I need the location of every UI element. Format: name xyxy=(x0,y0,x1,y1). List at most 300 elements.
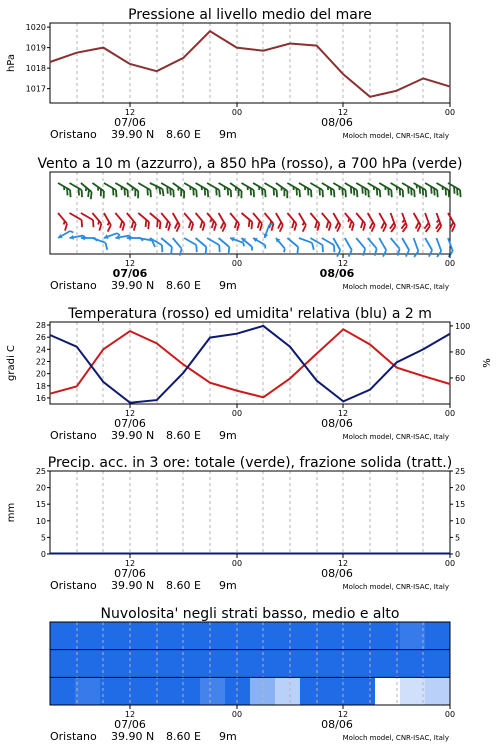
wind-barb-0 xyxy=(227,183,245,198)
humidity-series-point xyxy=(129,402,130,403)
humidity-series-point xyxy=(103,381,104,382)
barb-staff xyxy=(219,213,226,225)
model-credit: Moloch model, CNR-ISAC, Italy xyxy=(342,433,449,441)
y-axis-label: mm xyxy=(6,502,17,523)
y-tick-label: 24 xyxy=(35,345,46,355)
barb-staff xyxy=(379,238,386,250)
cloud-cell-alto xyxy=(325,622,351,650)
y-tick-label: 20 xyxy=(35,483,46,493)
barb-feather xyxy=(335,250,342,256)
pressure-series xyxy=(50,31,450,97)
temperature-series-point xyxy=(396,367,397,368)
barb-staff xyxy=(276,213,283,225)
temperature-series-point xyxy=(316,353,317,354)
x-tick-label: 00 xyxy=(444,108,456,117)
cloud-cell-basso xyxy=(275,677,301,705)
humidity-series-point xyxy=(209,337,210,338)
cloud-cell-basso xyxy=(325,677,351,705)
barb-staff xyxy=(356,213,365,224)
barb-staff xyxy=(219,238,230,247)
y-tick-label: 1019 xyxy=(25,43,46,53)
temperature-series-point xyxy=(423,375,424,376)
y-axis-label: gradi C xyxy=(6,345,17,381)
temperature-series-point xyxy=(369,344,370,345)
cloud-cell-medio xyxy=(75,650,101,678)
chart-title: Precip. acc. in 3 ore: totale (verde), frazione solida (tratt.) xyxy=(47,455,453,471)
temperature-series-point xyxy=(76,386,77,387)
barb-feather xyxy=(427,250,434,256)
location-elev: 9m xyxy=(219,730,237,743)
barb-staff xyxy=(115,213,124,224)
barb-staff xyxy=(368,213,375,225)
pressure-series-point xyxy=(156,71,157,72)
y-tick-label: 0 xyxy=(455,550,461,559)
barb-feather xyxy=(193,245,199,252)
date-label: 07/06 xyxy=(114,417,146,430)
cloud-cell-alto xyxy=(50,622,76,650)
barb-staff xyxy=(138,183,150,190)
cloud-cell-basso xyxy=(100,677,126,705)
pressure-series-point xyxy=(49,61,50,62)
barb-staff xyxy=(207,213,216,224)
y-tick-label: 1017 xyxy=(25,84,46,94)
cloud-cell-basso xyxy=(350,677,376,705)
wind-barb-0 xyxy=(123,183,141,198)
wind-barb-1 xyxy=(180,213,196,231)
wind-barb-0 xyxy=(272,183,290,198)
cloud-cell-medio xyxy=(175,650,201,678)
pressure-series-point xyxy=(423,78,424,79)
x-tick-label: 12 xyxy=(337,710,349,719)
x-tick-label: 12 xyxy=(124,409,136,418)
wind-barb-1 xyxy=(385,213,397,232)
location-lon: 8.60 E xyxy=(166,730,201,743)
pressure-series-point xyxy=(343,74,344,75)
model-credit: Moloch model, CNR-ISAC, Italy xyxy=(342,734,449,742)
pressure-series-point xyxy=(76,52,77,53)
wind-barb-1 xyxy=(134,213,152,229)
y-tick-label: 15 xyxy=(35,500,46,510)
temperature-series-point xyxy=(209,382,210,383)
barb-staff xyxy=(310,213,319,224)
barb-staff xyxy=(356,238,365,249)
cloud-cell-alto xyxy=(100,622,126,650)
pressure-series-point xyxy=(369,96,370,97)
humidity-series-point xyxy=(343,401,344,402)
humidity-series-point xyxy=(183,372,184,373)
pressure-series-point xyxy=(396,90,397,91)
cloud-cell-medio xyxy=(150,650,176,678)
humidity-series-point xyxy=(49,334,50,335)
barb-staff xyxy=(70,183,82,190)
humidity-series-point xyxy=(369,389,370,390)
wind-barb-2 xyxy=(284,238,302,254)
barb-staff xyxy=(242,213,253,222)
x-tick-label: 00 xyxy=(231,259,243,268)
wind-barb-1 xyxy=(88,213,104,231)
wind-barb-1 xyxy=(374,213,388,232)
barb-feather xyxy=(347,250,354,256)
cloud-cell-medio xyxy=(300,650,326,678)
barb-staff xyxy=(322,213,331,224)
wind-barb-2 xyxy=(192,238,210,254)
location-name: Oristano xyxy=(50,429,97,442)
location-name: Oristano xyxy=(50,730,97,743)
wind-barb-2 xyxy=(90,238,109,250)
humidity-series-point xyxy=(396,362,397,363)
wind-barb-2 xyxy=(252,236,269,249)
barb-half-feather xyxy=(250,247,253,251)
barb-feather xyxy=(202,247,209,254)
location-name: Oristano xyxy=(50,279,97,292)
barb-staff xyxy=(414,213,421,225)
humidity-series-point xyxy=(263,325,264,326)
cloud-cell-medio xyxy=(425,650,451,678)
cloud-cell-medio xyxy=(50,650,76,678)
pressure-series-point xyxy=(183,57,184,58)
barb-staff xyxy=(138,213,149,222)
barb-staff xyxy=(414,238,419,251)
barb-staff xyxy=(448,213,455,225)
cloud-cell-basso xyxy=(175,677,201,705)
location-lat: 39.90 N xyxy=(111,730,155,743)
barb-staff xyxy=(127,213,136,224)
date-label: 07/06 xyxy=(114,718,146,731)
barb-feather xyxy=(106,225,113,231)
pressure-series-point xyxy=(449,86,450,87)
barb-feather xyxy=(216,245,222,252)
humidity-series-point xyxy=(316,380,317,381)
barb-staff xyxy=(184,238,196,245)
x-tick-label: 00 xyxy=(444,259,456,268)
barb-half-feather xyxy=(264,245,267,249)
wind-barb-2 xyxy=(262,222,273,239)
x-tick-label: 12 xyxy=(337,108,349,117)
barb-staff xyxy=(184,213,193,224)
x-tick-label: 00 xyxy=(444,559,456,568)
wind-barb-0 xyxy=(77,183,95,199)
barb-feather xyxy=(404,250,411,256)
cloud-cell-alto xyxy=(425,622,451,650)
x-tick-label: 12 xyxy=(337,259,349,268)
wind-barb-0 xyxy=(158,183,177,197)
y-tick-label: 18 xyxy=(35,381,46,391)
temperature-series-point xyxy=(129,331,130,332)
cloud-cell-basso xyxy=(75,677,101,705)
y-tick-label: 80 xyxy=(455,347,466,357)
x-tick-label: 00 xyxy=(444,409,456,418)
date-label: 07/06 xyxy=(114,567,146,580)
date-label: 08/06 xyxy=(321,718,353,731)
cloud-cell-basso xyxy=(300,677,326,705)
barb-feather xyxy=(168,247,175,254)
wind-barb-1 xyxy=(431,213,443,232)
x-tick-label: 12 xyxy=(337,559,349,568)
wind-barb-1 xyxy=(408,213,422,232)
x-tick-label: 12 xyxy=(124,259,136,268)
barb-staff xyxy=(287,238,298,247)
barb-feather xyxy=(361,249,368,256)
humidity-series-point xyxy=(236,333,237,334)
barb-staff xyxy=(207,238,219,245)
x-tick-label: 12 xyxy=(337,409,349,418)
barb-staff xyxy=(70,213,82,220)
wind-barb-2 xyxy=(386,238,402,256)
barb-staff xyxy=(253,213,262,224)
y-tick-label: 0 xyxy=(40,550,46,559)
chart-title: Vento a 10 m (azzurro), a 850 hPa (rosso), a 700 hPa (verde) xyxy=(37,156,463,172)
plot-frame xyxy=(50,23,450,103)
cloud-cell-alto xyxy=(150,622,176,650)
temperature-series-point xyxy=(49,393,50,394)
chart-title: Nuvolosita' negli strati basso, medio e alto xyxy=(100,606,400,622)
cloud-cell-medio xyxy=(125,650,151,678)
humidity-series-point xyxy=(156,399,157,400)
humidity-series-point xyxy=(423,349,424,350)
cloud-cell-medio xyxy=(325,650,351,678)
y-tick-label: 22 xyxy=(35,357,46,367)
cloud-cell-medio xyxy=(350,650,376,678)
y-tick-label: 25 xyxy=(455,467,466,476)
cloud-cell-basso xyxy=(50,677,76,705)
barb-feather xyxy=(372,249,379,256)
temperature-series-point xyxy=(103,349,104,350)
y-tick-label: 10 xyxy=(35,516,46,526)
wind-barb-1 xyxy=(191,213,207,231)
location-lat: 39.90 N xyxy=(111,279,155,292)
barb-staff xyxy=(104,213,111,225)
wind-barb-1 xyxy=(53,213,69,231)
cloud-cell-basso xyxy=(425,677,451,705)
y-tick-label: 28 xyxy=(35,321,46,331)
plot-frame xyxy=(50,471,450,554)
cloud-cell-alto xyxy=(75,622,101,650)
cloud-cell-alto xyxy=(300,622,326,650)
barb-half-feather xyxy=(283,249,287,252)
chart-title: Pressione al livello medio del mare xyxy=(128,7,372,23)
barb-staff xyxy=(368,238,377,249)
pressure-series-point xyxy=(263,50,264,51)
wind-barb-2 xyxy=(352,238,368,256)
cloud-cell-alto xyxy=(225,622,251,650)
wind-barb-1 xyxy=(419,213,431,232)
model-credit: Moloch model, CNR-ISAC, Italy xyxy=(342,132,449,140)
cloud-cell-medio xyxy=(225,650,251,678)
barb-feather xyxy=(310,243,316,250)
y-tick-label: 1018 xyxy=(25,64,46,74)
barb-staff xyxy=(333,213,340,225)
location-lon: 8.60 E xyxy=(166,579,201,592)
cloud-cell-alto xyxy=(175,622,201,650)
barb-feather xyxy=(225,247,232,254)
pressure-series-point xyxy=(103,47,104,48)
location-elev: 9m xyxy=(219,128,237,141)
cloud-cell-basso xyxy=(400,677,426,705)
barb-staff xyxy=(322,238,334,245)
wind-barb-1 xyxy=(238,213,256,229)
barb-feather xyxy=(301,225,308,231)
barb-staff xyxy=(230,213,239,224)
y-tick-label: 25 xyxy=(35,467,46,476)
barb-staff xyxy=(265,183,277,190)
cloud-cell-medio xyxy=(200,650,226,678)
barb-staff xyxy=(345,238,352,250)
wind-barb-0 xyxy=(55,183,74,197)
humidity-series-point xyxy=(76,346,77,347)
barb-feather xyxy=(381,250,388,256)
wind-barb-1 xyxy=(317,213,333,231)
barb-staff xyxy=(104,183,116,190)
barb-feather xyxy=(331,245,337,252)
cloud-cell-basso xyxy=(225,677,251,705)
x-tick-label: 12 xyxy=(124,710,136,719)
location-elev: 9m xyxy=(219,579,237,592)
cloud-cell-medio xyxy=(275,650,301,678)
wind-barb-1 xyxy=(396,213,408,232)
location-lat: 39.90 N xyxy=(111,128,155,141)
barb-staff xyxy=(391,238,400,249)
barb-feather xyxy=(79,220,85,227)
wind-barb-1 xyxy=(67,213,86,227)
wind-barb-1 xyxy=(306,213,322,231)
barb-staff xyxy=(173,213,180,225)
barb-staff xyxy=(161,213,170,224)
date-label: 08/06 xyxy=(321,417,353,430)
barb-staff xyxy=(379,213,386,225)
temperature-series-point xyxy=(183,364,184,365)
date-label: 08/06 xyxy=(321,567,353,580)
y-axis-label: hPa xyxy=(6,53,17,73)
barb-staff xyxy=(196,213,205,224)
barb-half-feather xyxy=(242,243,245,247)
location-name: Oristano xyxy=(50,579,97,592)
cloud-cell-medio xyxy=(400,650,426,678)
cloud-cell-alto xyxy=(125,622,151,650)
cloud-cell-basso xyxy=(150,677,176,705)
wind-barb-1 xyxy=(283,213,299,231)
y-tick-label: 20 xyxy=(35,369,46,379)
humidity-series-point xyxy=(449,333,450,334)
wind-barb-0 xyxy=(169,183,187,198)
barb-staff xyxy=(299,213,306,225)
barb-staff xyxy=(437,238,442,251)
y-tick-label: 5 xyxy=(40,533,46,543)
x-tick-label: 00 xyxy=(231,108,243,117)
barb-staff xyxy=(345,213,354,224)
barb-staff xyxy=(425,238,432,250)
barb-feather xyxy=(104,243,110,250)
wind-barb-2 xyxy=(103,230,120,241)
location-name: Oristano xyxy=(50,128,97,141)
pressure-series-point xyxy=(316,45,317,46)
barb-staff xyxy=(150,213,161,222)
y-tick-label: 10 xyxy=(455,516,466,526)
x-tick-label: 12 xyxy=(124,559,136,568)
cloud-cell-alto xyxy=(350,622,376,650)
barb-staff xyxy=(92,238,105,243)
cloud-cell-basso xyxy=(200,677,226,705)
barb-staff xyxy=(58,213,67,224)
location-elev: 9m xyxy=(219,279,237,292)
location-elev: 9m xyxy=(219,429,237,442)
wind-barb-2 xyxy=(274,236,288,252)
y-tick-label: 100 xyxy=(455,321,471,331)
x-tick-label: 00 xyxy=(231,559,243,568)
barb-staff xyxy=(207,183,219,190)
wind-barb-1 xyxy=(111,213,127,231)
wind-barb-1 xyxy=(226,213,242,231)
barb-feather xyxy=(159,245,165,252)
date-label: 08/06 xyxy=(319,267,355,280)
temperature-series-point xyxy=(263,397,264,398)
humidity-series xyxy=(50,326,450,403)
y-axis-label: % xyxy=(482,358,493,368)
model-credit: Moloch model, CNR-ISAC, Italy xyxy=(342,583,449,591)
pressure-series-point xyxy=(236,47,237,48)
wind-barb-2 xyxy=(157,238,175,254)
y-tick-label: 20 xyxy=(455,483,466,493)
barb-half-feather xyxy=(70,230,73,234)
y-tick-label: 15 xyxy=(455,500,466,510)
barb-feather xyxy=(294,247,301,254)
cloud-cell-medio xyxy=(100,650,126,678)
barb-feather xyxy=(90,220,96,227)
cloud-cell-alto xyxy=(200,622,226,650)
location-lon: 8.60 E xyxy=(166,429,201,442)
x-tick-label: 12 xyxy=(124,108,136,117)
temperature-series-point xyxy=(156,343,157,344)
location-lat: 39.90 N xyxy=(111,429,155,442)
temperature-series-point xyxy=(236,390,237,391)
plot-frame xyxy=(50,172,450,254)
location-lon: 8.60 E xyxy=(166,279,201,292)
y-tick-label: 5 xyxy=(455,533,461,543)
x-tick-label: 00 xyxy=(444,710,456,719)
humidity-series-point xyxy=(289,346,290,347)
barb-feather xyxy=(320,245,326,252)
wind-barb-1 xyxy=(203,213,219,231)
barb-feather xyxy=(62,224,69,231)
x-tick-label: 00 xyxy=(231,409,243,418)
barb-feather xyxy=(395,249,402,256)
chart-title: Temperatura (rosso) ed umidita' relativa (blu) a 2 m xyxy=(68,306,432,322)
barb-staff xyxy=(265,213,274,224)
y-tick-label: 60 xyxy=(455,373,466,383)
model-credit: Moloch model, CNR-ISAC, Italy xyxy=(342,283,449,291)
pressure-series-point xyxy=(289,43,290,44)
location-lat: 39.90 N xyxy=(111,579,155,592)
location-lon: 8.60 E xyxy=(166,128,201,141)
cloud-cell-alto xyxy=(275,622,301,650)
pressure-series-point xyxy=(129,63,130,64)
y-tick-label: 1020 xyxy=(25,23,46,33)
wind-barb-1 xyxy=(352,213,368,231)
barb-staff xyxy=(402,238,409,250)
temperature-series-point xyxy=(289,378,290,379)
date-label: 08/06 xyxy=(321,116,353,129)
cloud-cell-alto xyxy=(400,622,426,650)
pressure-series-point xyxy=(209,31,210,32)
date-label: 07/06 xyxy=(114,116,146,129)
y-tick-label: 16 xyxy=(35,393,46,403)
wind-barb-2 xyxy=(215,238,233,254)
cloud-cell-basso xyxy=(125,677,151,705)
y-tick-label: 26 xyxy=(35,333,46,343)
x-tick-label: 00 xyxy=(231,710,243,719)
wind-barb-2 xyxy=(363,238,379,256)
temperature-series-point xyxy=(343,329,344,330)
date-label: 07/06 xyxy=(112,267,148,280)
